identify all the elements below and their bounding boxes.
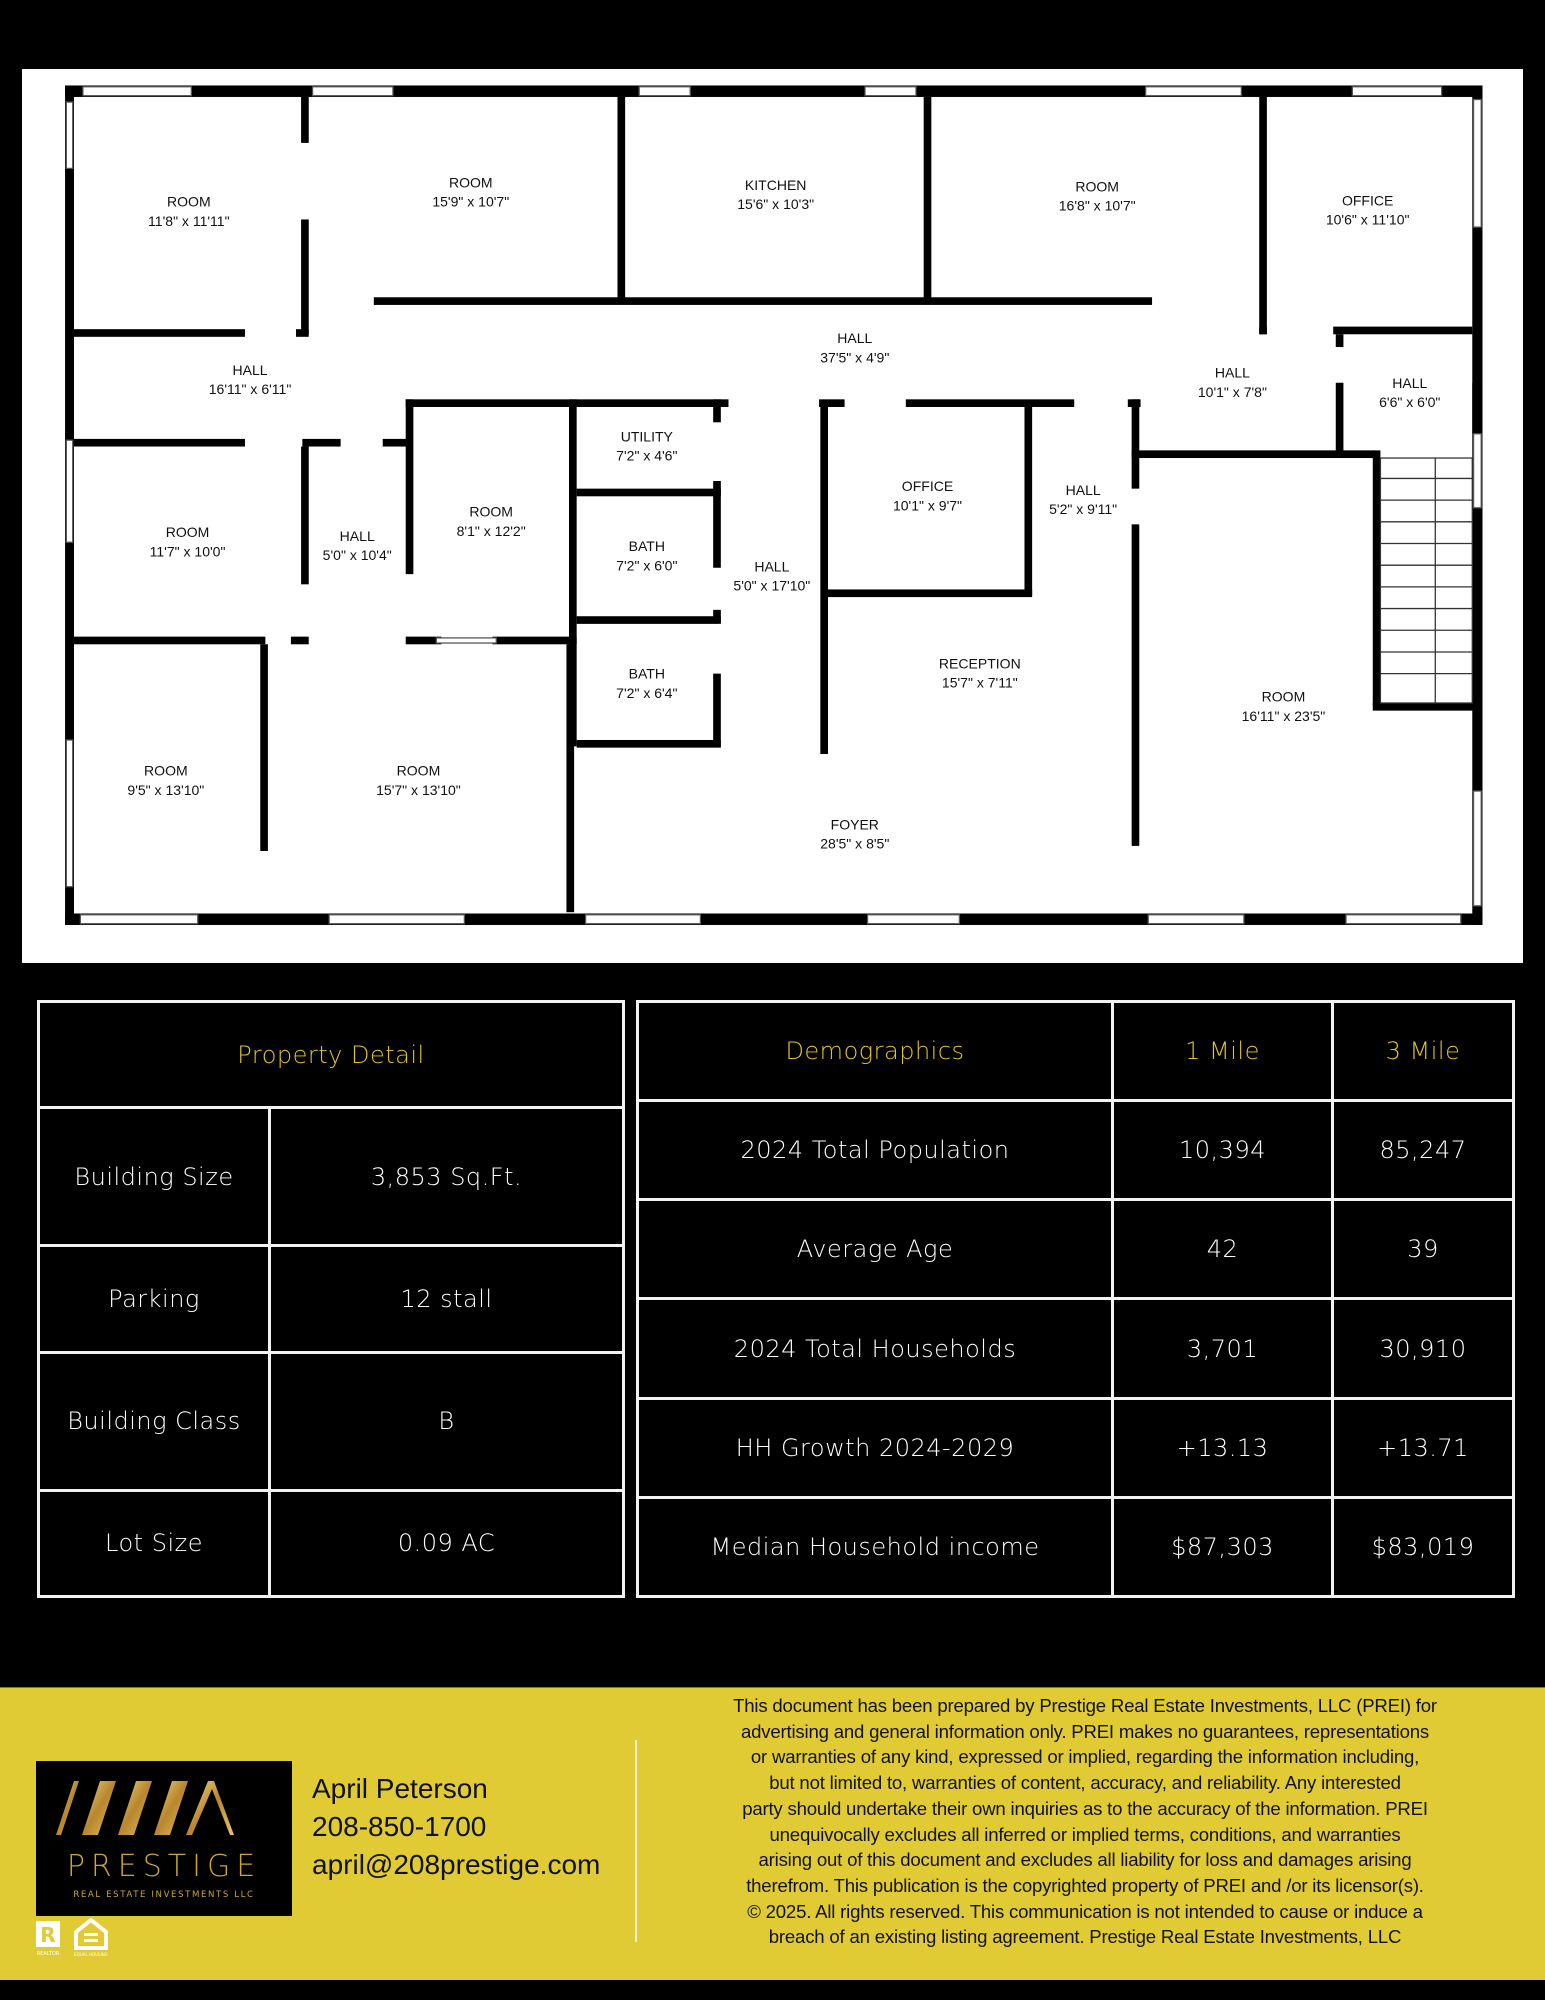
svg-text:REALTOR: REALTOR — [36, 1951, 60, 1957]
row-label: 2024 Total Households — [638, 1299, 1113, 1398]
room-dimensions: 15'7" x 7'11" — [941, 674, 1018, 691]
svg-text:EQUAL HOUSING: EQUAL HOUSING — [74, 1952, 108, 1957]
room-dimensions: 6'6" x 6'0" — [1379, 393, 1441, 410]
row-3mile: 39 — [1333, 1200, 1514, 1299]
value-lot-size: 0.09 AC — [270, 1490, 624, 1596]
value-building-size: 3,853 Sq.Ft. — [270, 1108, 624, 1246]
label-building-class: Building Class — [39, 1352, 270, 1490]
row-1mile: 42 — [1113, 1200, 1333, 1299]
row-label: Median Household income — [638, 1497, 1113, 1596]
room-name: OFFICE — [901, 478, 954, 495]
room-dimensions: 11'7" x 10'0" — [149, 543, 226, 560]
badges — [36, 1918, 126, 1962]
room-name: ROOM — [1261, 688, 1306, 705]
footer-divider — [635, 1740, 637, 1942]
row-1mile: 10,394 — [1113, 1101, 1333, 1200]
disclaimer-line: or warranties of any kind, expressed or implied, regarding the information including, — [750, 1746, 1420, 1768]
room-dimensions: 15'7" x 13'10" — [376, 781, 461, 798]
room-name: HALL — [754, 558, 790, 575]
room-dimensions: 16'8" x 10'7" — [1058, 197, 1136, 214]
room-name: BATH — [628, 538, 666, 555]
room-name: ROOM — [1075, 178, 1119, 195]
room-dimensions: 16'11" x 6'11" — [208, 381, 292, 398]
logo-brand: PRESTIGE — [66, 1849, 262, 1884]
svg-text:R: R — [40, 1923, 56, 1947]
contact-info — [312, 1770, 600, 1884]
room-name: HALL — [1065, 482, 1101, 499]
value-parking: 12 stall — [270, 1246, 624, 1352]
disclaimer-line: party should undertake their own inquiries as to the accuracy of the information. PREI — [742, 1797, 1428, 1819]
row-3mile: +13.71 — [1333, 1398, 1514, 1497]
equal-housing-icon — [74, 1920, 108, 1957]
room-dimensions: 10'1" x 9'7" — [892, 497, 963, 514]
room-dimensions: 28'5" x 8'5" — [820, 835, 890, 852]
room-name: ROOM — [469, 503, 513, 520]
room-dimensions: 8'1" x 12'2" — [456, 522, 526, 539]
value-building-class: B — [270, 1352, 624, 1490]
label-lot-size: Lot Size — [39, 1490, 270, 1596]
floor-plan-panel — [22, 69, 1523, 963]
disclaimer-line: but not limited to, warranties of content, accuracy, and reliability. Any interested — [769, 1772, 1401, 1794]
row-1mile: +13.13 — [1113, 1398, 1333, 1497]
row-1mile: 3,701 — [1113, 1299, 1333, 1398]
header-1-mile: 1 Mile — [1113, 1002, 1333, 1101]
disclaimer-line: advertising and general information only. PREI makes no guarantees, representations — [741, 1720, 1429, 1742]
room-name: ROOM — [167, 193, 211, 210]
agent-phone[interactable]: 208-850-1700 — [312, 1811, 487, 1842]
row-label: 2024 Total Population — [638, 1101, 1113, 1200]
room-name: HALL — [1214, 364, 1250, 381]
row-1mile: $87,303 — [1113, 1497, 1333, 1596]
room-name: ROOM — [144, 762, 188, 779]
room-dimensions: 7'2" x 6'0" — [616, 557, 678, 574]
room-name: HALL — [837, 330, 873, 347]
room-dimensions: 15'9" x 10'7" — [432, 193, 510, 210]
logo-subtitle: REAL ESTATE INVESTMENTS LLC — [73, 1890, 255, 1900]
header-demographics: Demographics — [638, 1002, 1113, 1101]
disclaimer-line: This document has been prepared by Prestige Real Estate Investments, LLC (PREI) for — [733, 1695, 1437, 1716]
row-3mile: 85,247 — [1333, 1101, 1514, 1200]
room-name: HALL — [1392, 374, 1428, 391]
row-3mile: 30,910 — [1333, 1299, 1514, 1398]
demographics-table — [636, 1000, 1515, 1598]
room-dimensions: 10'1" x 7'8" — [1197, 383, 1267, 400]
room-dimensions: 15'6" x 10'3" — [737, 196, 815, 213]
row-label: HH Growth 2024-2029 — [638, 1398, 1113, 1497]
room-name: ROOM — [396, 762, 441, 779]
room-dimensions: 5'0" x 10'4" — [322, 547, 392, 564]
row-3mile: $83,019 — [1333, 1497, 1514, 1596]
disclaimer-line: arising out of this document and excludes all liability for loss and damages arising — [758, 1849, 1412, 1871]
room-name: HALL — [339, 527, 375, 544]
disclaimer-line: therefrom. This publication is the copyrighted property of PREI and /or its licensor(s). — [746, 1874, 1424, 1896]
room-name: ROOM — [165, 524, 210, 541]
label-parking: Parking — [39, 1246, 270, 1352]
disclaimer-line: breach of an existing listing agreement. Prestige Real Estate Investments, LLC — [768, 1926, 1402, 1948]
room-dimensions: 16'11" x 23'5" — [1241, 707, 1326, 724]
legal-disclaimer — [670, 1693, 1500, 1950]
room-name: RECEPTION — [938, 655, 1021, 672]
room-name: BATH — [628, 665, 666, 682]
room-name: HALL — [232, 362, 268, 379]
room-dimensions: 5'2" x 9'11" — [1049, 501, 1118, 518]
room-name: ROOM — [448, 174, 493, 191]
roof-stripes-icon — [56, 1781, 272, 1851]
disclaimer-line: © 2025. All rights reserved. This communication is not intended to cause or induce a — [747, 1900, 1423, 1922]
realtor-icon — [36, 1921, 60, 1957]
label-building-size: Building Size — [39, 1108, 270, 1246]
room-dimensions: 5'0" x 17'10" — [733, 577, 811, 594]
header-3-mile: 3 Mile — [1333, 1002, 1514, 1101]
property-detail-table — [37, 1000, 625, 1598]
room-name: KITCHEN — [744, 177, 807, 194]
prestige-logo — [36, 1761, 292, 1916]
row-label: Average Age — [638, 1200, 1113, 1299]
room-dimensions: 37'5" x 4'9" — [820, 349, 890, 366]
room-dimensions: 7'2" x 6'4" — [616, 684, 678, 701]
room-dimensions: 7'2" x 4'6" — [616, 447, 678, 464]
room-name: UTILITY — [620, 428, 673, 445]
property-detail-title: Property Detail — [39, 1002, 624, 1108]
room-dimensions: 10'6" x 11'10" — [1325, 211, 1410, 228]
room-name: OFFICE — [1341, 192, 1394, 209]
agent-name: April Peterson — [312, 1773, 488, 1804]
room-dimensions: 11'8" x 11'11" — [148, 212, 230, 229]
disclaimer-line: unequivocally excludes all inferred or implied terms, conditions, and warranties — [769, 1823, 1401, 1845]
room-dimensions: 9'5" x 13'10" — [127, 781, 205, 798]
agent-email[interactable]: april@208prestige.com — [312, 1849, 601, 1880]
room-name: FOYER — [830, 816, 879, 833]
